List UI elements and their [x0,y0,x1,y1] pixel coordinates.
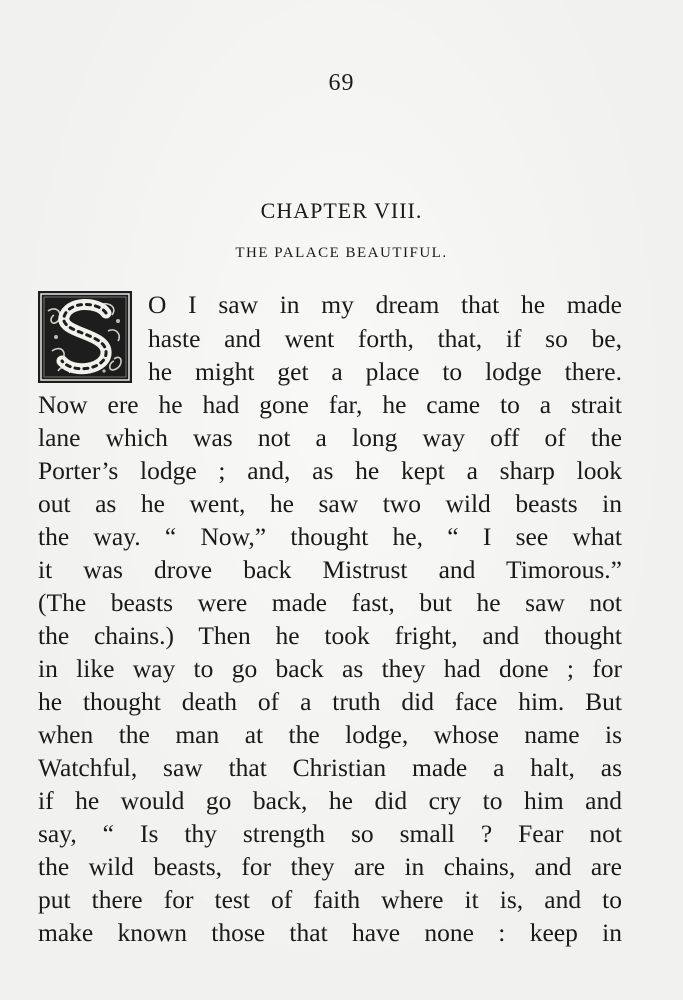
text-line: if he would go back, he did cry to him and [38,786,622,815]
text-line: lane which was not a long way off of the [38,423,622,452]
page-number: 69 [328,70,355,96]
text-line: Watchful, saw that Christian made a halt, as [38,753,622,782]
chapter-title: CHAPTER VIII. [260,198,423,223]
text-line: it was drove back Mistrust and Timorous.” [38,555,622,584]
text-line: he thought death of a truth did face him. But [38,687,622,716]
text-line: put there for test of faith where it is, and to [38,885,622,914]
text-line: in like way to go back as they had done ; for [38,654,622,683]
text-line: O I saw in my dream that he made [148,290,622,319]
ornamental-drop-cap-s-illustration [38,291,132,383]
text-line: haste and went forth, that, if so be, [148,324,622,353]
text-line: he might get a place to lodge there. [148,357,622,386]
text-line: make known those that have none : keep in [38,918,622,947]
text-line: out as he went, he saw two wild beasts in [38,489,622,518]
text-line: say, “ Is thy strength so small ? Fear not [38,819,622,848]
text-line: Porter’s lodge ; and, as he kept a sharp look [38,456,622,485]
section-title: THE PALACE BEAUTIFUL. [235,245,448,261]
text-line: Now ere he had gone far, he came to a strait [38,390,622,419]
text-line: (The beasts were made fast, but he saw not [38,588,622,617]
text-line: when the man at the lodge, whose name is [38,720,622,749]
text-line: the way. “ Now,” thought he, “ I see what [38,522,622,551]
text-line: the wild beasts, for they are in chains, and are [38,852,622,881]
text-line: the chains.) Then he took fright, and thought [38,621,622,650]
